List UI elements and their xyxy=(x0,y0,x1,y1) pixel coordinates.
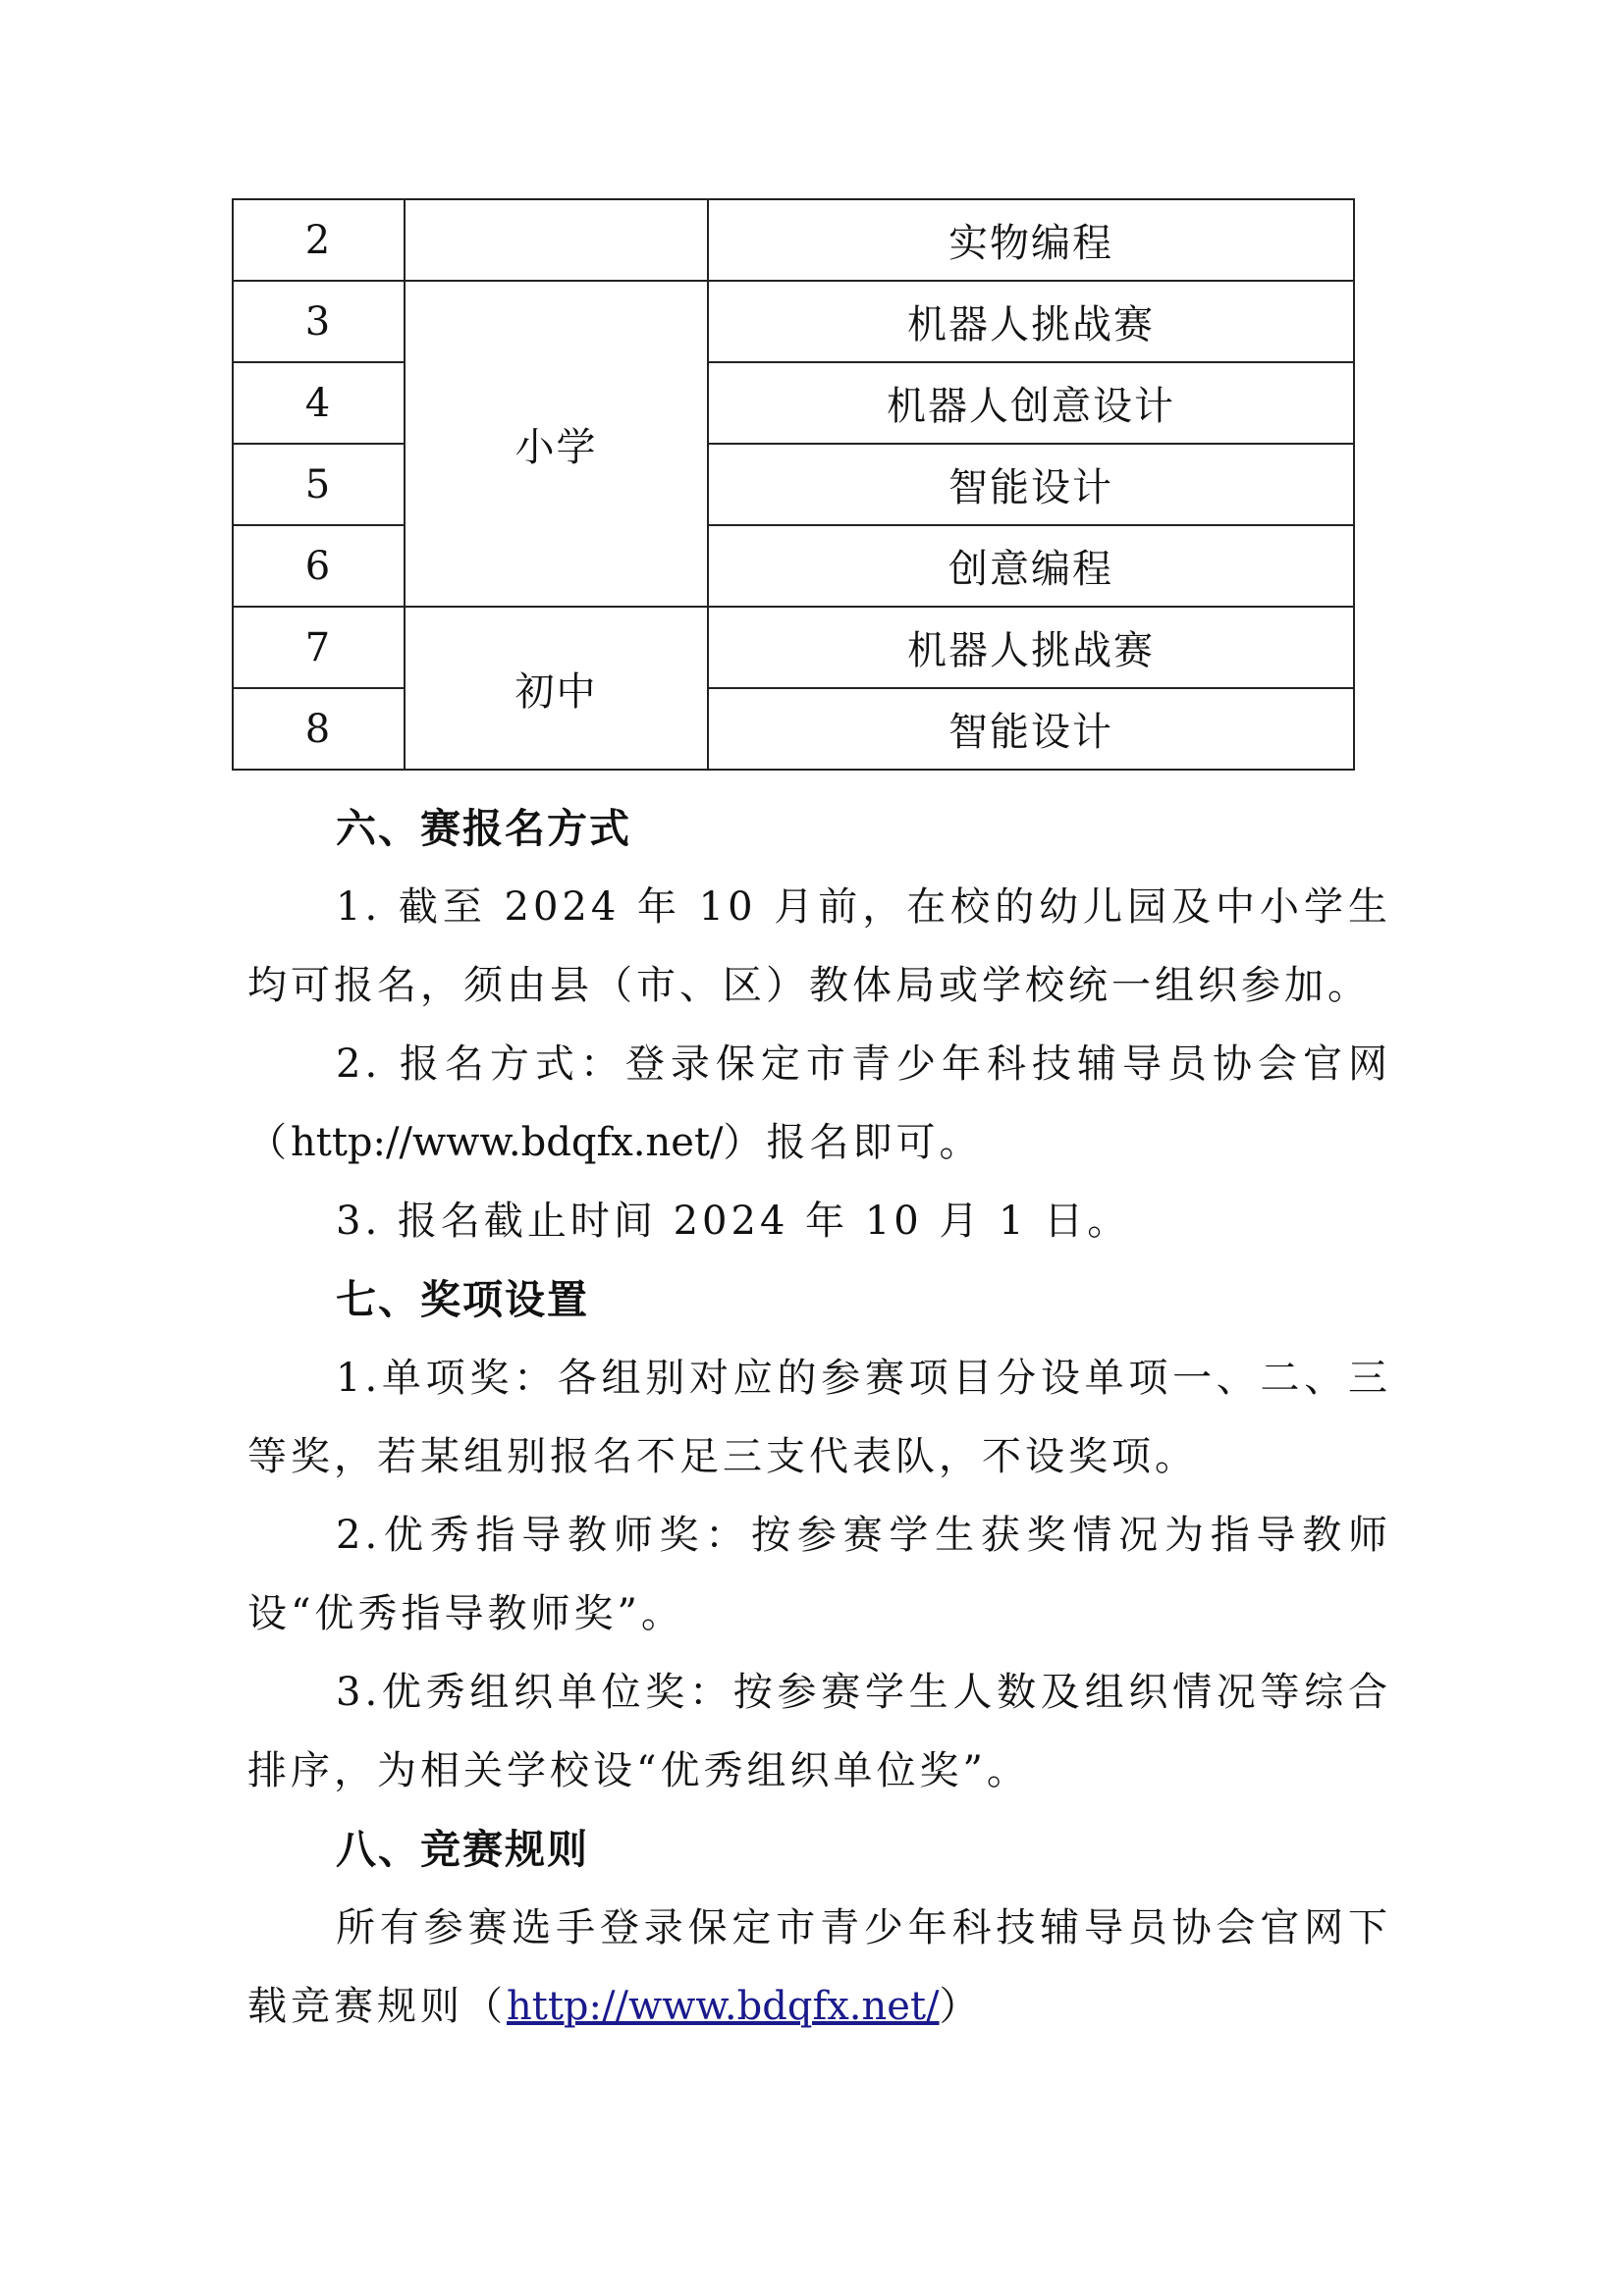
document-body xyxy=(247,789,1391,2046)
section-7-paragraph-1: 1.单项奖：各组别对应的参赛项目分设单项一、二、三等奖，若某组别报名不足三支代表队，不设奖项。 xyxy=(247,1356,1391,1479)
section-7-paragraph-3: 3.优秀组织单位奖：按参赛学生人数及组织情况等综合排序，为相关学校设“优秀组织单位奖”。 xyxy=(247,1670,1391,1793)
section-6-paragraph-3: 3. 报名截止时间 2024 年 10 月 1 日。 xyxy=(336,1199,1131,1244)
event-item: 实物编程 xyxy=(708,199,1354,281)
row-index: 5 xyxy=(233,444,405,525)
event-item: 智能设计 xyxy=(708,444,1354,525)
table-row xyxy=(233,525,1354,607)
section-8-paragraph-1 xyxy=(247,1889,1391,2046)
section-7-paragraph-2: 2.优秀指导教师奖：按参赛学生获奖情况为指导教师设“优秀指导教师奖”。 xyxy=(247,1513,1391,1636)
section-7-heading: 七、奖项设置 xyxy=(336,1276,589,1323)
section-6-paragraph-2-text: 2. 报名方式：登录保定市青少年科技辅导员协会官网（ xyxy=(247,1041,1391,1165)
section-6-paragraph-2 xyxy=(247,1025,1391,1182)
section-8-heading: 八、竞赛规则 xyxy=(336,1826,589,1873)
row-index: 8 xyxy=(233,688,405,770)
section-6-paragraph-1: 1. 截至 2024 年 10 月前，在校的幼儿园及中小学生均可报名，须由县（市、区）教体局或学校统一组织参加。 xyxy=(247,884,1391,1008)
event-item: 机器人挑战赛 xyxy=(708,281,1354,362)
group-cell-empty xyxy=(405,199,708,281)
section-8-paragraph-1-text: 所有参赛选手登录保定市青少年科技辅导员协会官网下载竞赛规则（ xyxy=(247,1905,1391,2029)
table-row xyxy=(233,199,1354,281)
event-item: 智能设计 xyxy=(708,688,1354,770)
row-index: 6 xyxy=(233,525,405,607)
section-6-heading: 六、赛报名方式 xyxy=(336,805,631,852)
row-index: 7 xyxy=(233,607,405,688)
table-row xyxy=(233,444,1354,525)
group-cell-primary: 小学 xyxy=(405,281,708,607)
section-6-paragraph-2-suffix: ）报名即可。 xyxy=(723,1120,983,1165)
row-index: 3 xyxy=(233,281,405,362)
event-item: 创意编程 xyxy=(708,525,1354,607)
group-cell-junior: 初中 xyxy=(405,607,708,770)
row-index: 2 xyxy=(233,199,405,281)
table-row xyxy=(233,688,1354,770)
section-8-paragraph-1-suffix: ） xyxy=(939,1984,983,2029)
table-row xyxy=(233,281,1354,362)
table-row xyxy=(233,362,1354,444)
registration-url-text: http://www.bdqfx.net/ xyxy=(291,1120,724,1165)
event-item: 机器人创意设计 xyxy=(708,362,1354,444)
rules-download-link[interactable]: http://www.bdqfx.net/ xyxy=(507,1984,940,2029)
competition-events-table xyxy=(232,198,1355,771)
row-index: 4 xyxy=(233,362,405,444)
table-row xyxy=(233,607,1354,688)
event-item: 机器人挑战赛 xyxy=(708,607,1354,688)
